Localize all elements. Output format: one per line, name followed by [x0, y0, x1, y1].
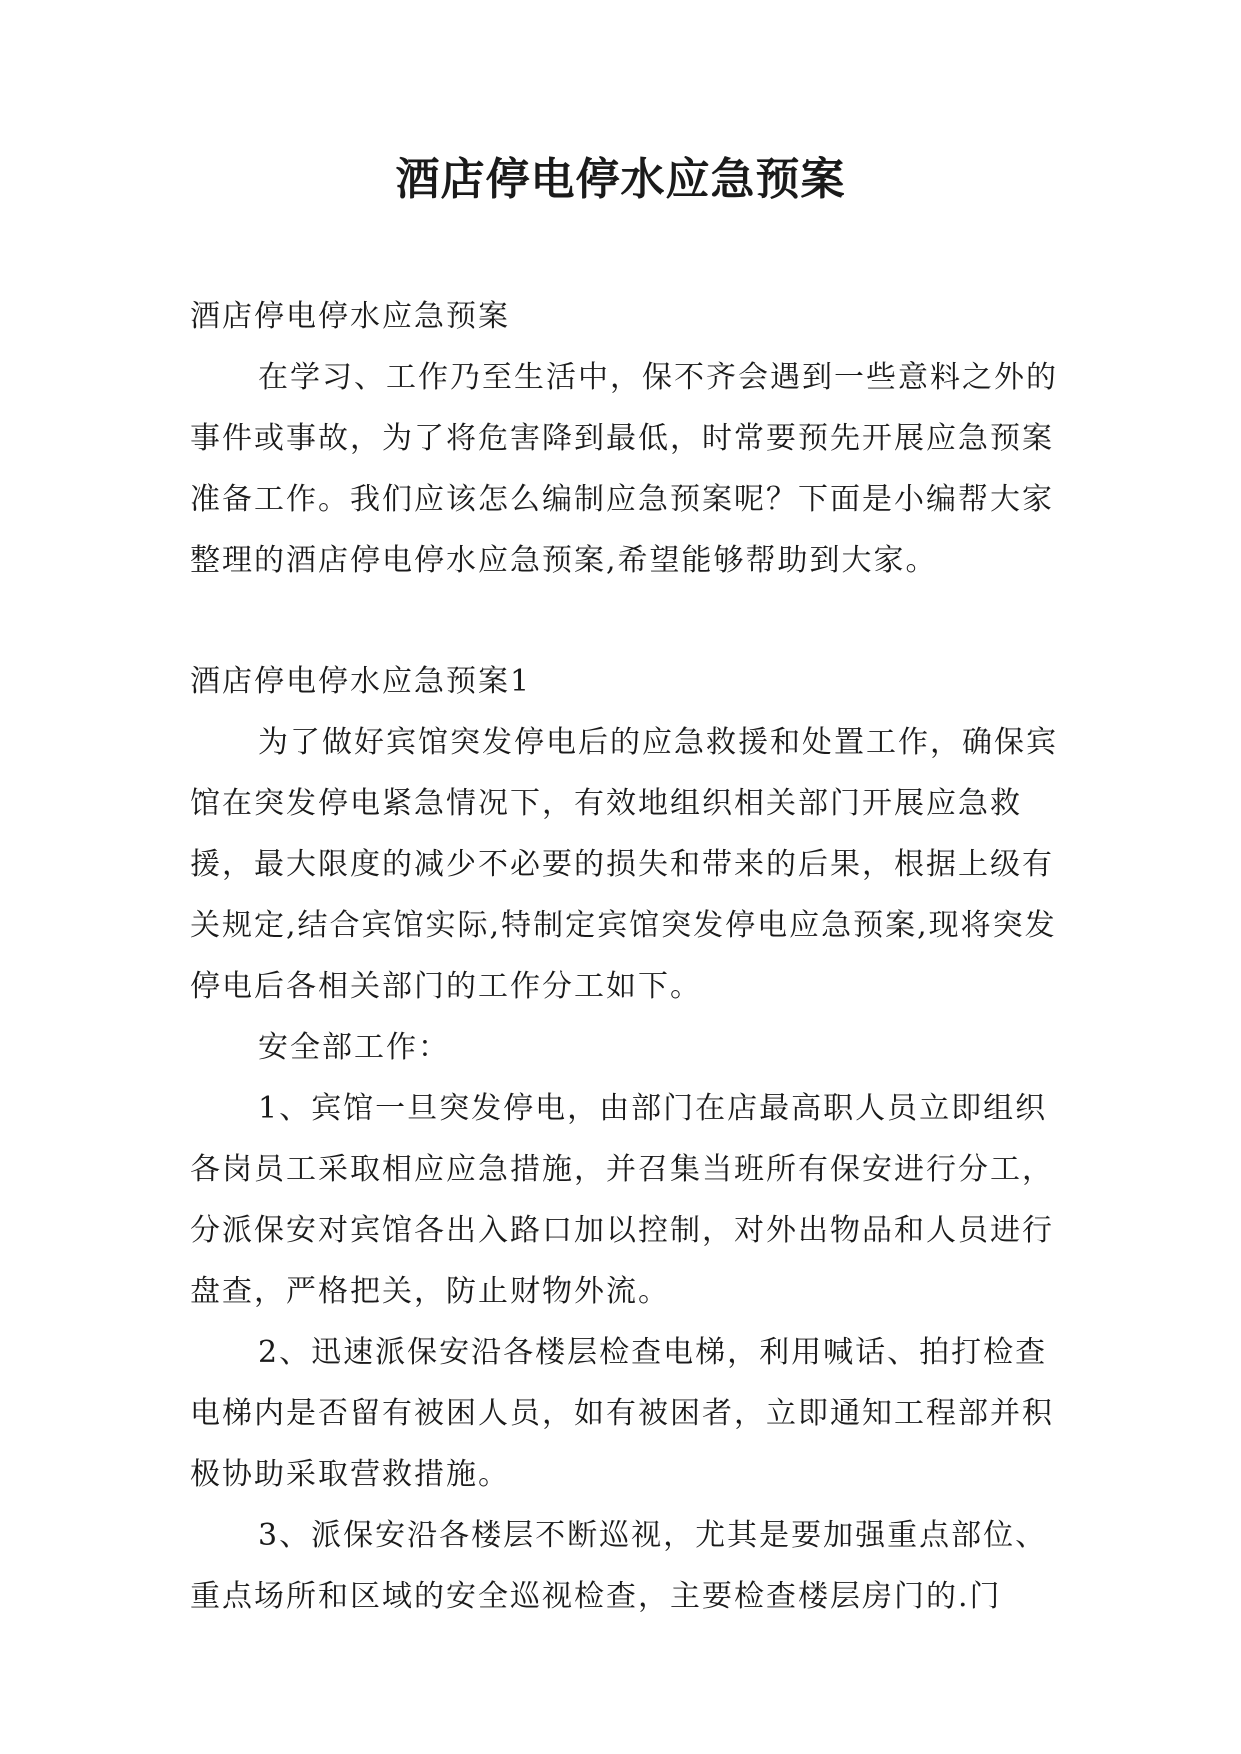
document-body: [190, 286, 1060, 1627]
intro-paragraph: 在学习、工作乃至生活中，保不齐会遇到一些意料之外的事件或事故，为了将危害降到最低，时常要预先开展应急预案准备工作。我们应该怎么编制应急预案呢？下面是小编帮大家整理的酒店停电停水应急预案,希望能够帮助到大家。: [190, 360, 1058, 578]
section-heading: 酒店停电停水应急预案: [190, 299, 510, 334]
section-heading: 酒店停电停水应急预案1: [190, 664, 532, 699]
document-title: 酒店停电停水应急预案: [395, 154, 846, 205]
list-item: 2、迅速派保安沿各楼层检查电梯，利用喊话、拍打检查电梯内是否留有被困人员，如有被困者，立即通知工程部并积极协助采取营救措施。: [190, 1335, 1054, 1492]
body-paragraph: 为了做好宾馆突发停电后的应急救援和处置工作，确保宾馆在突发停电紧急情况下，有效地组织相关部门开展应急救援，最大限度的减少不必要的损失和带来的后果，根据上级有关规定,结合宾馆实际,特制定宾馆突发停电应急预案,现将突发停电后各相关部门的工作分工如下。: [190, 725, 1058, 1004]
list-item: 3、派保安沿各楼层不断巡视，尤其是要加强重点部位、重点场所和区域的安全巡视检查，主要检查楼层房门的.门: [190, 1518, 1048, 1614]
list-item: 1、宾馆一旦突发停电，由部门在店最高职人员立即组织各岗员工采取相应应急措施，并召集当班所有保安进行分工，分派保安对宾馆各出入路口加以控制，对外出物品和人员进行盘查，严格把关，防止财物外流。: [190, 1091, 1054, 1309]
subsection-heading: 安全部工作：: [258, 1030, 450, 1065]
